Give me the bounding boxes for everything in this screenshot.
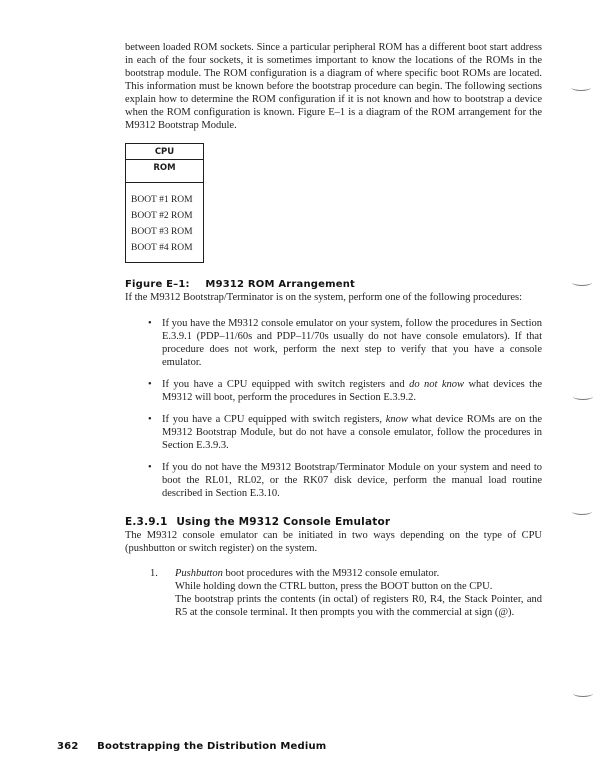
intro-paragraph: between loaded ROM sockets. Since a particular peripheral ROM has a different boot start address in each of the four sockets, it is sometimes important to know the locations of the ROMs in the bootstrap module. The ROM configuration is a diagram of where specific boot ROMs are located. This information must be known before the bootstrap procedure can begin. The following sections explain how to determine the ROM configuration if it is not known and how to bootstrap a device when the ROM configuration is known. Figure E–1 is a diagram of the ROM arrangement for the M9312 Bootstrap Module.: [125, 42, 542, 131]
bullet-icon: •: [148, 318, 152, 329]
bullet-text-italic: know: [385, 414, 408, 425]
boot-rom-row: BOOT #2 ROM: [131, 211, 193, 221]
boot-rom-row: BOOT #4 ROM: [131, 243, 193, 253]
bullet-text-italic: do not know: [409, 379, 465, 390]
section-heading: [125, 516, 542, 529]
scan-artifact: [572, 508, 592, 515]
scan-artifact: [571, 84, 591, 91]
rom-arrangement-diagram: [125, 143, 204, 263]
bullet-icon: •: [148, 414, 152, 425]
procedures-intro-paragraph: If the M9312 Bootstrap/Terminator is on the system, perform one of the following procedures:: [125, 292, 523, 303]
bullet-text: If you have a CPU equipped with switch registers,: [162, 414, 386, 425]
figure-caption-title: M9312 ROM Arrangement: [205, 279, 356, 290]
step-text: boot procedures with the M9312 console emulator.: [222, 568, 440, 579]
scan-artifact: [572, 279, 592, 286]
bullet-item-switch-registers-unknown: [125, 378, 542, 404]
step-text-italic: Pushbutton: [175, 568, 223, 579]
step-1-subparagraph-1: While holding down the CTRL button, press the BOOT button on the CPU.: [175, 581, 493, 592]
bullet-text: If you have a CPU equipped with switch registers and: [162, 379, 410, 390]
boot-rom-row: BOOT #1 ROM: [131, 195, 193, 205]
section-title: Using the M9312 Console Emulator: [176, 516, 391, 528]
diagram-cpu-cell: CPU: [126, 144, 203, 160]
scan-artifact: [573, 393, 593, 400]
bullet-item-switch-registers-known: [125, 413, 542, 452]
step-1-item: [125, 567, 542, 580]
step-1-subparagraph-2: The bootstrap prints the contents (in octal) of registers R0, R4, the Stack Pointer, and R5 at the console terminal. It then prompts you with the commercial at sign (@).: [175, 594, 542, 618]
figure-caption: [125, 278, 542, 291]
boot-rom-row: BOOT #3 ROM: [131, 227, 193, 237]
page-body: [125, 41, 542, 619]
bullet-item-no-module: [125, 461, 542, 500]
footer-chapter-title: Bootstrapping the Distribution Medium: [97, 741, 327, 752]
bullet-text: what devices the M9312 will boot, perform the procedures in Section E.3.9.2.: [162, 379, 542, 403]
bullet-icon: •: [148, 462, 152, 473]
page-number: 362: [57, 741, 79, 752]
scan-artifact: [573, 690, 593, 697]
procedures-bullet-list: [125, 317, 542, 500]
figure-caption-label: Figure E–1:: [125, 279, 190, 290]
section-number: E.3.9.1: [125, 516, 168, 528]
emulator-paragraph: The M9312 console emulator can be initiated in two ways depending on the type of CPU (pushbutton or switch register) on the system.: [125, 530, 542, 554]
step-number: 1.: [150, 568, 158, 579]
bullet-item-console-emulator: [125, 317, 542, 369]
diagram-boot-rom-list: [126, 183, 203, 262]
page-footer: [57, 741, 326, 752]
bullet-text: what device ROMs are on the M9312 Bootstrap Module, but do not have a console emulator, follow the procedures in Section E.3.9.3.: [162, 414, 542, 451]
diagram-rom-cell: ROM: [126, 160, 203, 183]
bullet-text: If you have the M9312 console emulator on your system, follow the procedures in Section E.3.9.1 (PDP–11/60s and PDP–11/70s usually do not have console emulators). If that procedure does not work, perform the next step to verify that you have a console emulator.: [162, 318, 542, 368]
bullet-icon: •: [148, 379, 152, 390]
bullet-text: If you do not have the M9312 Bootstrap/Terminator Module on your system and need to boot the RL01, RL02, or the RK07 disk device, perform the manual load routine described in Section E.3.10.: [162, 462, 542, 499]
